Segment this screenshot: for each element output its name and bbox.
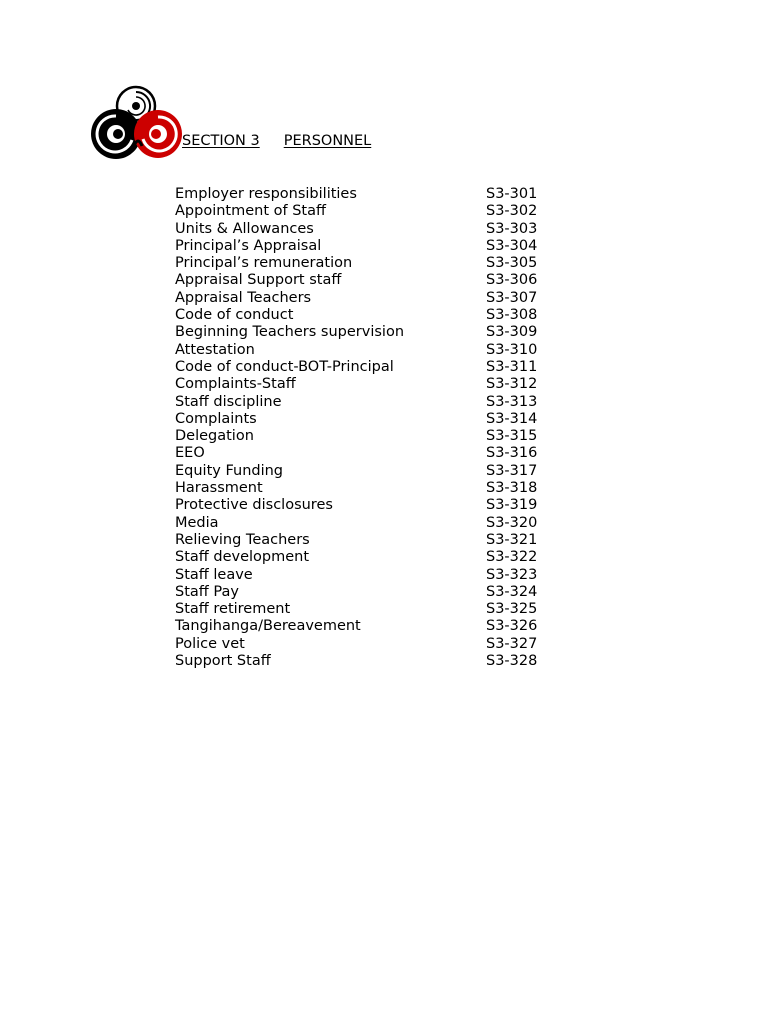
toc-row	[175, 255, 555, 272]
toc-item-code: S3-328	[486, 653, 538, 670]
section-contents-list	[175, 186, 555, 670]
toc-row	[175, 238, 555, 255]
toc-item-title: Beginning Teachers supervision	[175, 324, 405, 341]
toc-item-title: EEO	[175, 445, 205, 462]
toc-item-code: S3-320	[486, 514, 538, 531]
toc-row	[175, 307, 555, 324]
toc-row	[175, 221, 555, 238]
toc-item-code: S3-318	[486, 480, 538, 497]
toc-item-title: Code of conduct-BOT-Principal	[175, 358, 394, 375]
toc-row	[175, 342, 555, 359]
toc-item-title: Appraisal Support staff	[175, 272, 342, 289]
toc-item-code: S3-324	[486, 583, 538, 600]
toc-row	[175, 359, 555, 376]
toc-item-code: S3-305	[486, 255, 538, 272]
toc-row	[175, 584, 555, 601]
toc-item-code: S3-326	[486, 618, 538, 635]
toc-row	[175, 618, 555, 635]
toc-item-title: Delegation	[175, 428, 254, 445]
toc-item-code: S3-306	[486, 272, 538, 289]
toc-item-title: Support Staff	[175, 653, 271, 670]
toc-row	[175, 567, 555, 584]
toc-item-title: Code of conduct	[175, 307, 294, 324]
toc-item-title: Staff retirement	[175, 601, 291, 618]
toc-item-title: Staff discipline	[175, 393, 282, 410]
toc-row	[175, 515, 555, 532]
toc-row	[175, 411, 555, 428]
toc-item-code: S3-321	[486, 531, 538, 548]
koru-logo-icon	[88, 84, 184, 164]
toc-item-code: S3-323	[486, 566, 538, 583]
toc-item-code: S3-301	[486, 186, 538, 202]
toc-row	[175, 497, 555, 514]
toc-item-title: Media	[175, 514, 219, 531]
toc-item-code: S3-316	[486, 445, 538, 462]
toc-row	[175, 290, 555, 307]
toc-item-title: Employer responsibilities	[175, 186, 357, 202]
toc-row	[175, 445, 555, 462]
section-name: PERSONNEL	[283, 133, 372, 149]
toc-item-title: Appointment of Staff	[175, 203, 326, 220]
toc-item-title: Principal’s remuneration	[175, 255, 353, 272]
toc-item-code: S3-304	[486, 237, 538, 254]
section-heading	[182, 133, 371, 149]
toc-item-code: S3-311	[486, 358, 538, 375]
toc-row	[175, 186, 555, 203]
toc-item-title: Staff development	[175, 549, 310, 566]
toc-item-code: S3-307	[486, 289, 538, 306]
toc-row	[175, 636, 555, 653]
toc-item-title: Harassment	[175, 480, 263, 497]
toc-item-code: S3-309	[486, 324, 538, 341]
toc-item-title: Tangihanga/Bereavement	[175, 618, 361, 635]
toc-item-code: S3-313	[486, 393, 538, 410]
toc-item-code: S3-314	[486, 410, 538, 427]
toc-item-code: S3-303	[486, 220, 538, 237]
toc-item-code: S3-302	[486, 203, 538, 220]
toc-item-code: S3-325	[486, 601, 538, 618]
toc-item-code: S3-308	[486, 307, 538, 324]
toc-row	[175, 532, 555, 549]
toc-row	[175, 428, 555, 445]
toc-row	[175, 394, 555, 411]
toc-item-title: Complaints-Staff	[175, 376, 296, 393]
toc-row	[175, 376, 555, 393]
toc-row	[175, 653, 555, 670]
toc-item-title: Principal’s Appraisal	[175, 237, 322, 254]
toc-item-title: Complaints	[175, 410, 257, 427]
toc-item-title: Police vet	[175, 635, 245, 652]
toc-item-title: Protective disclosures	[175, 497, 333, 514]
toc-item-code: S3-322	[486, 549, 538, 566]
toc-item-title: Staff leave	[175, 566, 253, 583]
toc-item-code: S3-310	[486, 341, 538, 358]
toc-item-title: Appraisal Teachers	[175, 289, 312, 306]
toc-item-code: S3-327	[486, 635, 538, 652]
toc-item-code: S3-312	[486, 376, 538, 393]
logo	[88, 84, 184, 164]
toc-item-code: S3-317	[486, 462, 538, 479]
toc-row	[175, 203, 555, 220]
toc-row	[175, 549, 555, 566]
toc-row	[175, 463, 555, 480]
toc-item-code: S3-315	[486, 428, 538, 445]
toc-item-title: Attestation	[175, 341, 255, 358]
toc-row	[175, 272, 555, 289]
toc-item-title: Equity Funding	[175, 462, 284, 479]
toc-item-title: Staff Pay	[175, 583, 239, 600]
toc-item-title: Relieving Teachers	[175, 531, 310, 548]
toc-row	[175, 601, 555, 618]
toc-row	[175, 480, 555, 497]
toc-item-code: S3-319	[486, 497, 538, 514]
section-label: SECTION 3	[182, 133, 260, 149]
toc-row	[175, 324, 555, 341]
toc-item-title: Units & Allowances	[175, 220, 314, 237]
